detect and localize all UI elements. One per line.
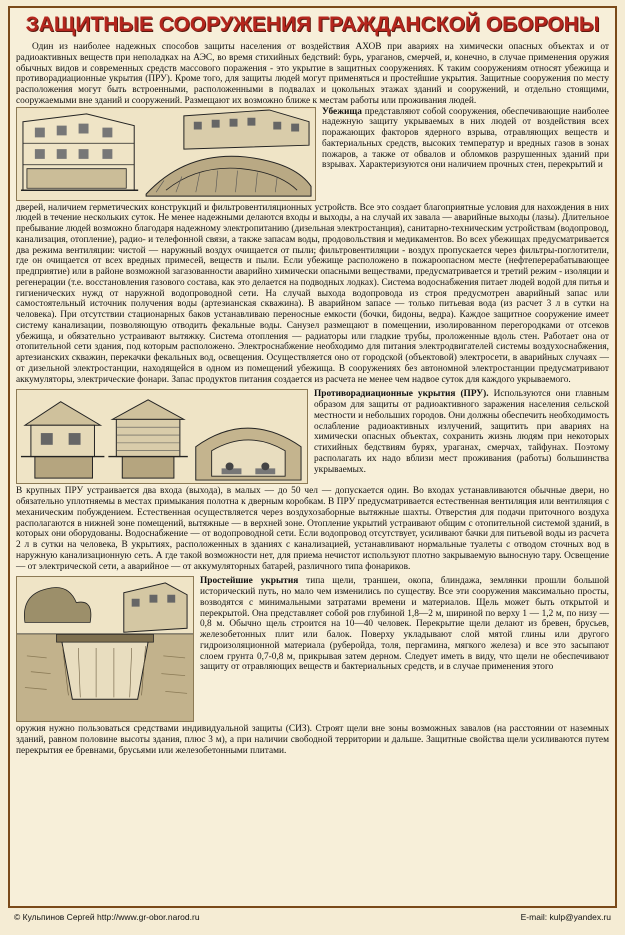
simple-lead-text: типа щели, траншеи, окопа, блиндажа, землянки прошли большой исторический путь, но мало чем изменились по существу. Все эти сооружения максимально просты, возводятся с минимальными затратами времени и материалов. Щель может быть открытой и перекрытой. Она представляет собой ров глубиной 1,8—2 м, шириной по верху 1 — 1,2 м, по низу — 0,8 м. Обычно щель строится на 10—40 человек. Перекрытие щели делают из бревен, брусьев, железобетонных плит или балок. Поверху укладывают слой мятой глины или другого гидроизоляционной материала (руберойда, толя, пергамина, мягкого железа) и все это засыпают слоем грунта 0,7-0,8 м, прикрывая затем дерном. Следует иметь в виду, что щели не обеспечивают защиту от отравляющих веществ и бактериальных средств, и в случае применения этого: [200, 576, 609, 673]
pru-illustration: [16, 389, 308, 484]
pru-term: Противорадиационные укрытия (ПРУ).: [314, 389, 489, 400]
pru-body: В крупных ПРУ устраивается два входа (выхода), в малых — до 50 чел — допускается один. Во входах устанавливаются обычные двери, но обязательно уплотняемы в местах примыкания полотна к дверным коробкам. В ПРУ предусматривается естественная вентиляция или вентиляция с механическим побуждением. Естественная осуществляется через воздухозаборные вытяжные шахты. Отверстия для подачи приточного воздуха располагаются в нижней зоне помещений, вытяжные — в верхней зоне. Отопление укрытий устраивают общим с отопительной системой зданий, в которых они оборудованы. Водоснабжение — от водопроводной сети. Если водопровод отсутствует, усиливают бачки для питьевой воды из расчета 2 л в сутки на человека, В укрытиях, расположенных в зданиях с канализацией, устанавливают нормальные туалеты с отводом сточных вод в наружную канализационную сеть. А где такой возможности нет, для приема нечистот используют плотно закрываемую выносную тару. Освещение — от электрической сети, а аварийное — от аккумуляторных батарей, различного типа фонариков.: [16, 486, 609, 572]
shelter-illustration: [16, 107, 316, 201]
shelter-term: Убежища: [322, 106, 362, 117]
trench-illustration: [16, 576, 194, 722]
footer-author: © Кульпинов Сергей http://www.gr-obor.narod.ru: [14, 912, 200, 922]
article-body: [16, 42, 609, 757]
footer-email: E-mail: kulp@yandex.ru: [520, 912, 611, 922]
pru-lead-text: Используются они главным образом для защиты от радиоактивного заражения населения сельской местности и небольших городов. Они должны обеспечить необходимость ослабление радиоактивных излучений, защитить при авариях на химически опасных объектах, сохранить жизнь людям при некоторых стихийных бедствиям бурях, ураганах, смерчах, тайфунах. Поэтому располагать их надо вблизи мест проживания (работы) большинства укрываемых.: [314, 389, 609, 475]
simple-term: Простейшие укрытия: [200, 576, 299, 587]
shelter-body: дверей, наличием герметических конструкций и фильтровентиляционных устройств. Все это создает благоприятные условия для нахождения в них людей в течение нескольких суток. Не менее надежными делаются входы и выходы, а на случай их завала — аварийные выходы (лазы). Длительное пребывание людей возможно благодаря надежному электропитанию (дизельная электростанция), санитарно-техническим устройствам (водопровод, канализация, отопление), радио- и телефонной связи, а также запасам воды, продовольствия и медикаментов. Во всех убежищах предусматривается два режима вентиляции: чистой — наружный воздух очищается от пыли; фильтровентиляции - воздух пропускается через фильтры-поглотители, где он очищается от всех вредных примесей, веществ и пыли. Если убежище расположено в пожароопасном месте (нефтеперерабатывающее предприятие) или в районе возможной загазованности аварийно химически опасными веществами, предусматривается и третий режим - изоляции и регенерации (т.е. восстановления газового состава, как это делается на подводных лодках). Система водоснабжения питает людей водой для питья и гигиенических нужд от наружной водопроводной сети. На случай выхода водопровода из строя предусмотрен аварийный запас или самостоятельный источник получения воды (артезианская скважина). В аварийном запасе — только питьевая вода (из расчет 3 л в сутки на человека). При отсутствии стационарных баков устанавливаю переносные емкости (бочки, бидоны, ведра). Каждое защитное сооружение имеет систему канализации, позволяющую отводить фекальные воды. Санузел размещают в помещении, изолированном перегородками от отсеков убежища, и обязательно устраивают вытяжку. Система отопления — радиаторы или гладкие трубы, проложенные вдоль стен. Работает она от отопительной сети здания, под которым расположено. Электроснабжение необходимо для питания электродвигателей системы воздухоснабжения, артезианских скважин, перекачки фекальных вод, освещения. Осуществляется оно от городской (объектовой) электросети, в аварийных случаях — от дизельной электростанции, находящейся в одном из помещений убежища. В сооружениях без автономной электростанции предусматривают аккумуляторы, электрические фонари. Запас продуктов питания создается из расчета не менее чем надвое суток для каждого укрываемого.: [16, 202, 609, 385]
intro-paragraph: Один из наиболее надежных способов защиты населения от воздействия АХОВ при авариях на химически опасных объектах и от радиоактивных веществ при неполадках на АЭС, во время стихийных бедствий: бурь, ураганов, смерчей, и, конечно, в случае применения оружия обычных видов и современных средств массового поражения - это укрытие в защитных сооружениях. К таким сооружениям относят убежища и противорадиационные укрытия (ПРУ). Кроме того, для защиты людей могут применяться и простейшие укрытия. Защитные сооружения по месту расположения могут быть встроенными, расположенными в подвалах и цокольных этажах зданий и сооружений, и отдельно стоящими, сооружаемыми вне зданий и сооружений. Размещают их возможно ближе к местам работы или проживания людей.: [16, 42, 609, 106]
simple-body: оружия нужно пользоваться средствами индивидуальной защиты (СИЗ). Строят щели вне зоны возможных завалов (на расстоянии от наземных зданий, равном половине высоты здания, плюс 3 м), а при наличии свободной территории и дальше. Защитные свойства щели усиливаются путем перекрытия ее бревнами, брусьями или железобетонными плитами.: [16, 724, 609, 756]
shelter-lead-text: представляют собой сооружения, обеспечивающие наиболее надежную защиту укрываемых в них людей от воздействия всех поражающих факторов ядерного взрыва, отравляющих веществ и бактериальных средств, высоких температур и вредных газов в зонах пожаров, а также от обвалов и обломков разрушенных зданий при взрывах. Характеризуются они наличием прочных стен, перекрытий и: [322, 106, 609, 171]
poster: [8, 6, 617, 908]
page-title: ЗАЩИТНЫЕ СООРУЖЕНИЯ ГРАЖДАНСКОЙ ОБОРОНЫ: [25, 13, 600, 36]
